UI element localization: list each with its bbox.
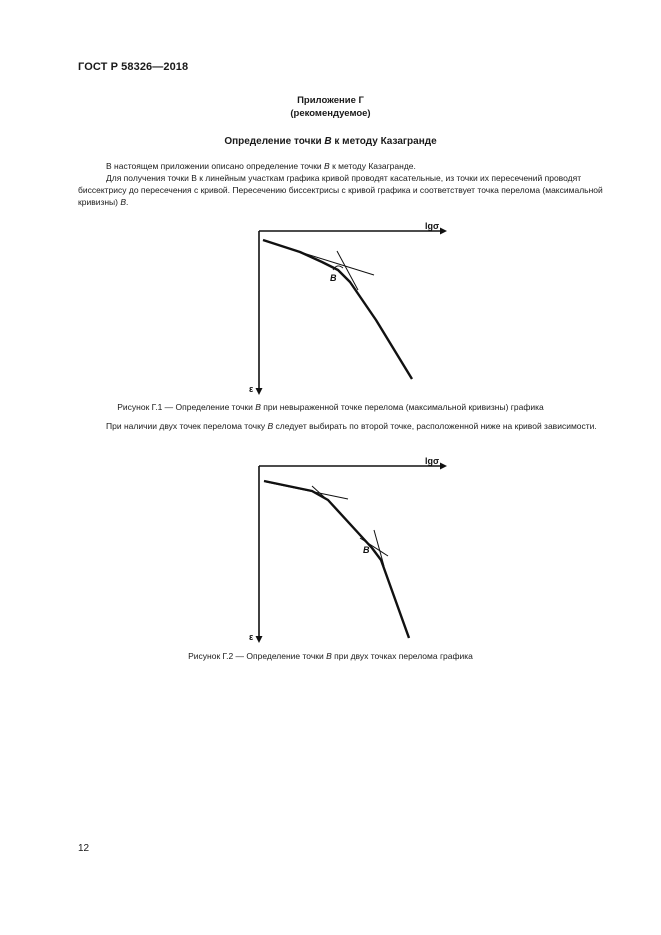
- annex-label: Приложение Г: [297, 95, 364, 106]
- figure-2-y-label: ε: [249, 632, 254, 642]
- figure-1-caption: [0, 402, 661, 412]
- figure-1-curve: [263, 240, 412, 379]
- figure-1-tangent-upper: [300, 252, 374, 275]
- figure-1-x-arrow-icon: [440, 228, 447, 235]
- figure-2-x-arrow-icon: [440, 463, 447, 470]
- section-title-symbol: B: [324, 136, 332, 147]
- figure-2-caption: [0, 651, 661, 661]
- figure-1-y-label: ε: [249, 384, 254, 394]
- paragraph-method-end: .: [126, 197, 129, 207]
- paragraph-two-points-text: При наличии двух точек перелома точку: [106, 421, 268, 431]
- figure-2-curve: [264, 481, 409, 638]
- standard-code: ГОСТ Р 58326—2018: [78, 61, 189, 73]
- paragraph-method-text: Для получения точки В к линейным участкам графика кривой проводят касательные, из точки их пересечений проводят биссектрису до пересечения с кривой. Пересечению биссектрисы с кривой графика и соответствует точка перелома (максимальной кривизны): [78, 173, 603, 207]
- figure-1-y-arrow-icon: [256, 388, 263, 395]
- paragraph-two-points: [78, 420, 616, 432]
- figure-1-point-label: B: [330, 273, 337, 283]
- figure-1-caption-end: при невыраженной точке перелома (максимальной кривизны) графика: [260, 402, 544, 412]
- paragraph-intro-symbol: B: [324, 161, 330, 171]
- figure-2-point-label: B: [363, 545, 370, 555]
- paragraph-intro-text: В настоящем приложении описано определение точки: [106, 161, 325, 171]
- figure-1-x-label: lgσ: [425, 221, 440, 231]
- page-number: 12: [78, 843, 90, 854]
- paragraph-intro-end: к методу Казагранде.: [329, 161, 416, 171]
- figure-2-tangent-upper-1: [266, 482, 348, 499]
- figure-2-caption-symbol: B: [326, 651, 332, 661]
- annex-status: (рекомендуемое): [290, 108, 371, 119]
- paragraph-two-points-symbol: B: [267, 421, 274, 431]
- figure-2-x-label: lgσ: [425, 456, 440, 466]
- section-title-before: Определение точки: [224, 136, 325, 147]
- figure-2-tangent-lower-1: [312, 486, 334, 506]
- figure-2-y-arrow-icon: [256, 636, 263, 643]
- figure-2-caption-end: при двух точках перелома графика: [331, 651, 473, 661]
- paragraph-method-symbol: B: [120, 197, 127, 207]
- paragraph-two-points-end: следует выбирать по второй точке, расположенной ниже на кривой зависимости.: [273, 421, 597, 431]
- figure-2-caption-text: Рисунок Г.2 — Определение точки: [188, 651, 327, 661]
- figure-1-caption-text: Рисунок Г.1 — Определение точки: [117, 402, 256, 412]
- figure-1-caption-symbol: B: [255, 402, 261, 412]
- section-title-after: к методу Казагранде: [331, 136, 437, 147]
